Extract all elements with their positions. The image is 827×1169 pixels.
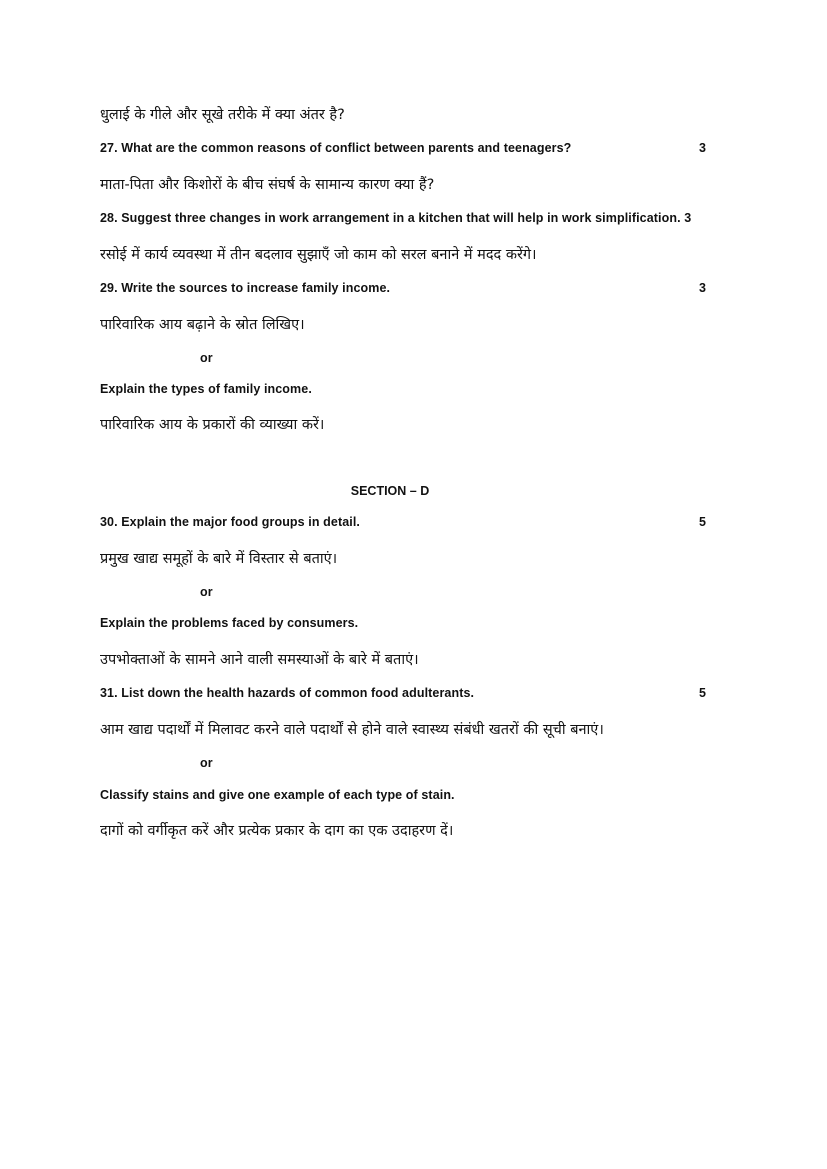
- question-27-marks: 3: [699, 141, 706, 155]
- question-29-alt-hindi: पारिवारिक आय के प्रकारों की व्याख्या करें।: [100, 417, 325, 433]
- or-separator-3: or: [200, 756, 213, 770]
- question-31-alt-hindi: दागों को वर्गीकृत करें और प्रत्येक प्रकार के दाग का एक उदाहरण दें।: [100, 823, 454, 839]
- question-30-marks: 5: [699, 515, 706, 529]
- question-29-marks: 3: [699, 281, 706, 295]
- or-separator-2: or: [200, 585, 213, 599]
- question-29-english: 29. Write the sources to increase family income.: [100, 281, 391, 295]
- question-31-english: 31. List down the health hazards of common food adulterants.: [100, 686, 475, 700]
- question-27-english: 27. What are the common reasons of conflict between parents and teenagers?: [100, 141, 572, 155]
- question-31-alt-english: Classify stains and give one example of each type of stain.: [100, 788, 455, 802]
- question-30-alt-hindi: उपभोक्ताओं के सामने आने वाली समस्याओं के बारे में बताएं।: [100, 652, 419, 668]
- question-27-hindi: माता-पिता और किशोरों के बीच संघर्ष के सामान्य कारण क्या हैं?: [100, 177, 435, 193]
- question-30-hindi: प्रमुख खाद्य समूहों के बारे में विस्तार से बताएं।: [100, 551, 338, 567]
- question-31-hindi: आम खाद्य पदार्थों में मिलावट करने वाले पदार्थों से होने वाले स्वास्थ्य संबंधी खतरों की सूची बनाएं।: [100, 722, 604, 738]
- or-separator-1: or: [200, 351, 213, 365]
- question-29-alt-english: Explain the types of family income.: [100, 382, 312, 396]
- question-30-alt-english: Explain the problems faced by consumers.: [100, 616, 359, 630]
- question-29-hindi: पारिवारिक आय बढ़ाने के स्रोत लिखिए।: [100, 317, 305, 333]
- question-28-english: 28. Suggest three changes in work arrangement in a kitchen that will help in work simplification. 3: [100, 211, 692, 225]
- question-26-hindi: धुलाई के गीले और सूखे तरीके में क्या अंतर है?: [100, 107, 345, 123]
- question-28-hindi: रसोई में कार्य व्यवस्था में तीन बदलाव सुझाएँ जो काम को सरल बनाने में मदद करेंगे।: [100, 247, 537, 263]
- question-30-english: 30. Explain the major food groups in detail.: [100, 515, 360, 529]
- section-heading: SECTION – D: [350, 484, 430, 498]
- question-31-marks: 5: [699, 686, 706, 700]
